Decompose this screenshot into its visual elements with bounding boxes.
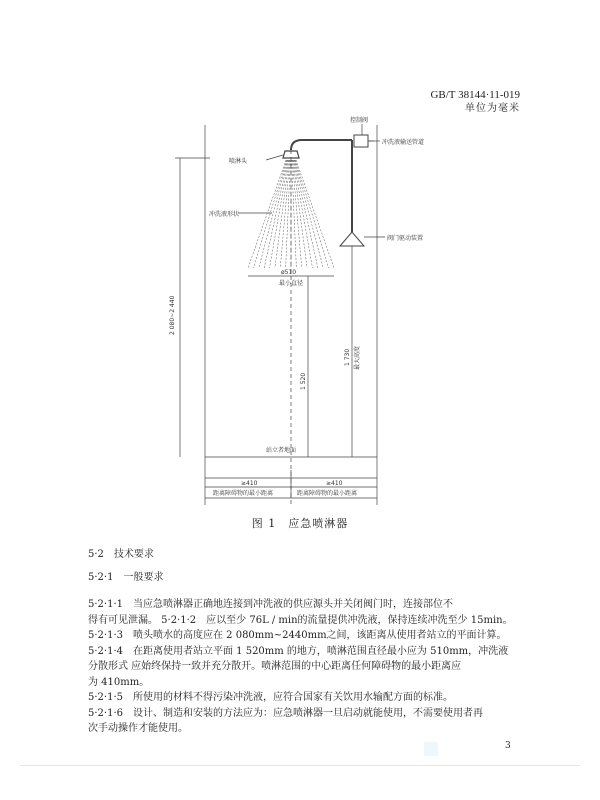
page-number: 3: [505, 741, 511, 751]
text-line: 5·2·1·4 在距离使用者站立平面 1 520mm 的地方，喷淋范围直径最小应为 510mm，冲洗液: [88, 645, 509, 657]
requirements-text: [88, 597, 528, 737]
spray-line: [264, 160, 288, 268]
spray-line: [259, 160, 288, 268]
footer-rule: [20, 765, 580, 766]
supply-pipe-label: 冲洗液输送管道: [382, 139, 425, 146]
unit-note: 单位为毫米: [465, 103, 520, 114]
diameter-value: ø510: [281, 269, 297, 276]
right-410-label: ≥410: [326, 480, 343, 487]
left-410-label: ≥410: [241, 480, 258, 487]
spray-line: [294, 160, 318, 268]
shower-head-label: 喷淋头: [229, 158, 248, 165]
right-obstacle-label: 距离障碍物的最小距离: [297, 490, 358, 497]
standing-ground-label: 站立者地面: [266, 447, 297, 454]
text-line: 5·2·1·6 设计、制造和安装的方法应为：应急喷淋器一旦启动就能使用，不需要使用者再: [88, 707, 483, 719]
text-line: 次手动操作才能使用。: [88, 723, 188, 734]
text-line: 分散形式 应始终保持一致并充分散开。喷淋范围的中心距离任何障碍物的最小距离应: [88, 661, 462, 672]
spray-lines: [248, 160, 334, 268]
max-height-label: 最大高度: [354, 345, 361, 370]
text-line: 5·2·1·3 喷头喷水的高度应在 2 080mm~2440mm之间，该距离从使用者站立的平面计算。: [88, 630, 507, 641]
section-heading-5-2-1: 5·2·1 一般要求: [88, 572, 164, 583]
spray-line: [280, 160, 290, 268]
min-diameter-label: 最小直径: [279, 280, 304, 287]
spray-line: [275, 160, 289, 268]
spray-line: [296, 160, 334, 268]
spray-line: [286, 160, 291, 268]
height-1520-label: 1 520: [300, 372, 307, 390]
control-valve-label: 控制阀: [350, 117, 369, 124]
spray-line: [294, 160, 313, 268]
flush-pattern-label: 冲洗液形状: [209, 211, 240, 218]
figure-caption: 图 1 应急喷淋器: [251, 517, 349, 530]
scan-mark: [424, 742, 438, 756]
spray-line: [295, 160, 324, 268]
text-line: 得有可见泄漏。 5·2·1·2 应以至少 76L / min的流量提供冲洗液，保持连续冲洗至少 15min。: [88, 614, 513, 626]
height-1730-label: 1 730: [344, 348, 351, 366]
valve-actuator-label: 阀门驱动装置: [387, 235, 424, 242]
standard-number: GB/T 38144·11-019: [430, 89, 520, 101]
text-line: 为 410mm。: [88, 676, 150, 688]
height-range-label: 2 080~2 440: [169, 295, 176, 335]
text-line: 5·2·1·5 所使用的材料不得污染冲洗液，应符合国家有关饮用水输配方面的标准。: [88, 692, 453, 703]
spray-line: [248, 160, 286, 268]
spray-line: [293, 160, 307, 268]
section-heading-5-2: 5·2 技术要求: [88, 549, 154, 560]
text-line: 5·2·1·1 当应急喷淋器正确地连接到冲洗液的供应源头并关闭阀门时，连接部位不: [88, 599, 453, 610]
spray-line: [292, 160, 302, 268]
spray-line: [292, 160, 297, 268]
spray-line: [270, 160, 289, 268]
left-obstacle-label: 距离障碍物的最小距离: [213, 490, 274, 497]
